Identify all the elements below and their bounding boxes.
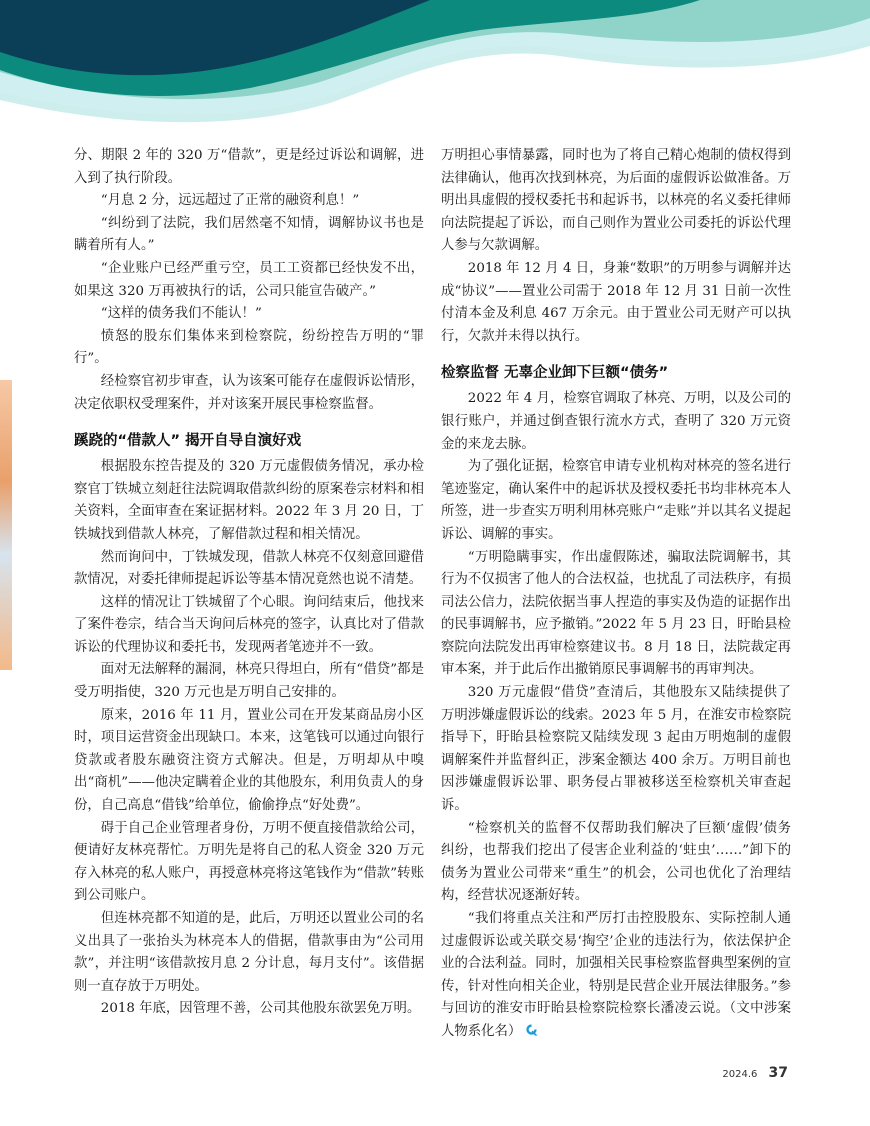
header-wave-decoration: [0, 0, 870, 150]
page-footer: [722, 1062, 788, 1081]
paragraph: [441, 682, 791, 818]
paragraph-text: 然而询问中，丁铁城发现，借款人林亮不仅刻意回避借款情况，对委托律师提起诉讼等基本情况竟然也说不清楚。: [74, 549, 424, 588]
section-heading: [441, 362, 791, 384]
paragraph: [74, 456, 424, 546]
paragraph-text: 2018 年 12 月 4 日，身兼“数职”的万明参与调解并达成“协议”——置业公司需于 2018 年 12 月 31 日前一次性付清本金及利息 467 万余元。由于置业公司无财产可以执行，欠款并未得以执行。: [441, 260, 791, 344]
paragraph-text: 这样的情况让丁铁城留了个心眼。询问结束后，他找来了案件卷宗，结合当天询问后林亮的签字，认真比对了借款诉讼的代理协议和委托书，发现两者笔迹并不一致。: [74, 594, 424, 655]
paragraph-text: 经检察官初步审查，认为该案可能存在虚假诉讼情形，决定依职权受理案件，并对该案开展民事检察监督。: [74, 373, 424, 412]
paragraph-text: 为了强化证据，检察官申请专业机构对林亮的签名进行笔迹鉴定，确认案件中的起诉状及授权委托书均非林亮本人所签，进一步查实万明利用林亮账户“走账”并以其名义提起诉讼、调解的事实。: [441, 459, 791, 542]
paragraph: [74, 258, 424, 303]
paragraph-text: 碍于自己企业管理者身份，万明不便直接借款给公司，便请好友林亮帮忙。万明先是将自己的私人资金 320 万元存入林亮的私人账户，再授意林亮将这笔钱作为“借款”转账到公司账户。: [74, 820, 424, 904]
paragraph-text: 愤怒的股东们集体来到检察院，纷纷控告万明的“罪行”。: [74, 328, 424, 367]
section-heading-text: 蹊跷的“借款人” 揭开自导自演好戏: [74, 433, 302, 450]
paragraph: [441, 818, 791, 908]
paragraph-text: “我们将重点关注和严厉打击控股股东、实际控制人通过虚假诉讼或关联交易‘掏空’企业的违法行为，依法保护企业的合法利益。同时，加强相关民事检察监督典型案例的宣传，针对性向相关企业，特别是民营企业开展法律服务。”参与回访的淮安市盱眙县检察院检察长潘凌云说。（文中涉案人物系化名）: [441, 911, 791, 1039]
paragraph: [74, 908, 424, 998]
paragraph: [74, 213, 424, 258]
paragraph-text: 原来，2016 年 11 月，置业公司在开发某商品房小区时，项目运营资金出现缺口。本来，这笔钱可以通过向银行贷款或者股东融资注资方式解决。但是，万明却从中嗅出“商机”——他决定瞒着企业的其他股东，利用负责人的身份，自己高息“借钱”给单位，偷偷挣点“好处费”。: [74, 707, 424, 814]
section-heading: [74, 430, 424, 452]
page-number: 37: [768, 1065, 788, 1081]
paragraph: [74, 705, 424, 818]
decorative-photo-strip: [0, 380, 12, 670]
paragraph: [441, 547, 791, 683]
paragraph: [441, 908, 791, 1044]
paragraph-text: 分、期限 2 年的 320 万“借款”，更是经过诉讼和调解，进入到了执行阶段。: [74, 148, 424, 186]
paragraph-text: “企业账户已经严重亏空，员工工资都已经快发不出，如果这 320 万再被执行的话，公司只能宣告破产。”: [74, 260, 424, 299]
paragraph: [74, 326, 424, 371]
paragraph-text: 2022 年 4 月，检察官调取了林亮、万明，以及公司的银行账户，并通过倒查银行流水方式，查明了 320 万元资金的来龙去脉。: [441, 391, 791, 452]
paragraph-text: 万明担心事情暴露，同时也为了将自己精心炮制的债权得到法律确认，他再次找到林亮，为后面的虚假诉讼做准备。万明出具虚假的授权委托书和起诉书，以林亮的名义委托律师向法院提起了诉讼，而自己则作为置业公司委托的诉讼代理人参与欠款调解。: [441, 148, 791, 254]
paragraph: [441, 258, 791, 348]
magazine-endmark-icon: [524, 1022, 539, 1037]
paragraph: [441, 388, 791, 456]
paragraph-text: “万明隐瞒事实，作出虚假陈述，骗取法院调解书，其行为不仅损害了他人的合法权益，也扰乱了司法秩序，有损司法公信力，法院依据当事人捏造的事实及伪造的证据作出的民事调解书，应予撤销。”2022 年 5 月 23 日，盱眙县检察院向法院发出再审检察建议书。8 月 18 日，法院裁定再审本案，并于此后作出撤销原民事调解书的再审判决。: [441, 549, 791, 678]
paragraph: [74, 190, 424, 213]
paragraph: [74, 303, 424, 326]
issue-date: 2024.6: [722, 1069, 758, 1080]
paragraph-text: “检察机关的监督不仅帮助我们解决了巨额‘虚假’债务纠纷，也帮我们挖出了侵害企业利益的‘蛀虫’……”卸下的债务为置业公司带来“重生”的机会，公司也优化了治理结构，经营状况逐渐好转。: [441, 820, 791, 904]
paragraph: [74, 592, 424, 660]
paragraph-text: 320 万元虚假“借贷”查清后，其他股东又陆续提供了万明涉嫌虚假诉讼的线索。2023 年 5 月，在淮安市检察院指导下，盱眙县检察院又陆续发现 3 起由万明炮制的虚假调解案件并监督纠正，涉案金额达 400 余万。万明目前也因涉嫌虚假诉讼罪、职务侵占罪被移送至检察机关审查起诉。: [441, 685, 791, 814]
article-right-column: [441, 145, 791, 1044]
paragraph: [74, 818, 424, 908]
article-left-column: [74, 145, 424, 1021]
paragraph: [74, 659, 424, 704]
paragraph: [74, 145, 424, 190]
paragraph-text: “月息 2 分，远远超过了正常的融资利息！”: [100, 193, 360, 209]
paragraph-text: 2018 年底，因管理不善，公司其他股东欲罢免万明。: [100, 1001, 421, 1017]
paragraph-text: “纠纷到了法院，我们居然毫不知情，调解协议书也是瞒着所有人。”: [74, 215, 424, 254]
paragraph-text: 根据股东控告提及的 320 万元虚假债务情况，承办检察官丁铁城立刻赶往法院调取借款纠纷的原案卷宗材料和相关资料，全面审查在案证据材料。2022 年 3 月 20 日，丁铁城找到借款人林亮，了解借款过程和相关情况。: [74, 459, 424, 542]
paragraph-text: 面对无法解释的漏洞，林亮只得坦白，所有“借贷”都是受万明指使，320 万元也是万明自己安排的。: [74, 662, 424, 701]
paragraph: [74, 371, 424, 416]
paragraph: [74, 547, 424, 592]
paragraph: [441, 456, 791, 546]
section-heading-text: 检察监督 无辜企业卸下巨额“债务”: [441, 365, 669, 382]
paragraph: [74, 998, 424, 1021]
paragraph-text: 但连林亮都不知道的是，此后，万明还以置业公司的名义出具了一张抬头为林亮本人的借据，借款事由为“公司用款”，并注明“该借款按月息 2 分计息，每月支付”。该借据则一直存放于万明处。: [74, 911, 424, 994]
paragraph-text: “这样的债务我们不能认！”: [100, 306, 262, 322]
paragraph: [441, 145, 791, 258]
